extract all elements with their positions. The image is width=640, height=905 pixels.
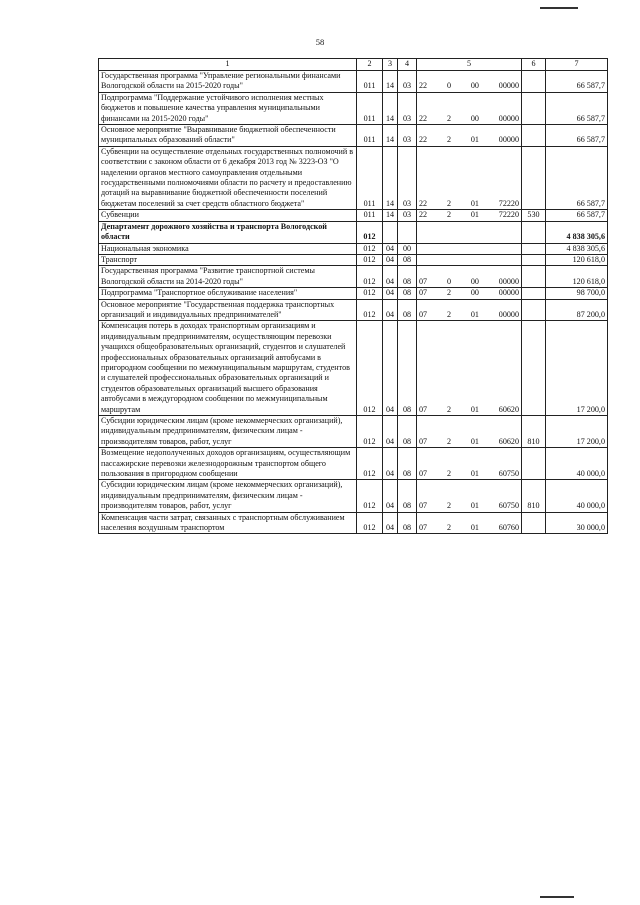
activity-code: 01 [470, 135, 479, 145]
subsection-code: 03 [398, 92, 417, 124]
section-code: 14 [383, 71, 398, 93]
column-header: 1 [99, 59, 357, 71]
expense-type-code [522, 266, 546, 288]
subprogram-code: 2 [446, 210, 451, 220]
column-header: 4 [398, 59, 417, 71]
program-code: 22 [419, 198, 428, 208]
amount: 66 587,7 [546, 210, 608, 221]
subprogram-code: 2 [446, 523, 451, 533]
activity-code: 01 [470, 198, 479, 208]
target-article-code [417, 254, 522, 265]
program-code: 22 [419, 135, 428, 145]
target-article-code [417, 210, 522, 221]
activity-code: 00 [470, 113, 479, 123]
subsection-code: 03 [398, 125, 417, 147]
amount: 17 200,0 [546, 321, 608, 416]
table-row [99, 416, 608, 448]
section-code: 04 [383, 416, 398, 448]
amount: 66 587,7 [546, 146, 608, 209]
activity-code: 01 [470, 309, 479, 319]
expense-type-code [522, 321, 546, 416]
table-row [99, 254, 608, 265]
row-name: Государственная программа "Управление региональными финансами Вологодской области на 2015-2020 годы" [99, 71, 357, 93]
table-row [99, 243, 608, 254]
direction-code: 60750 [498, 469, 519, 479]
expense-type-code: 810 [522, 416, 546, 448]
amount: 4 838 305,6 [546, 243, 608, 254]
program-code: 07 [419, 469, 428, 479]
subsection-code: 08 [398, 480, 417, 512]
target-article-code [417, 125, 522, 147]
row-name: Подпрограмма "Поддержание устойчивого исполнения местных бюджетов и повышение качества управления муниципальными финансами на 2015-2020 годы" [99, 92, 357, 124]
table-row [99, 125, 608, 147]
subsection-code: 08 [398, 416, 417, 448]
ministry-code: 012 [357, 448, 383, 480]
subsection-code: 00 [398, 243, 417, 254]
amount: 40 000,0 [546, 480, 608, 512]
subprogram-code: 2 [446, 288, 451, 298]
table-row [99, 266, 608, 288]
table-row [99, 299, 608, 321]
subsection-code: 08 [398, 254, 417, 265]
subsection-code: 08 [398, 288, 417, 299]
column-header: 7 [546, 59, 608, 71]
direction-code: 72220 [498, 210, 519, 220]
ministry-code: 012 [357, 480, 383, 512]
section-code: 04 [383, 321, 398, 416]
section-code [383, 221, 398, 243]
row-name: Возмещение недополученных доходов организациям, осуществляющим пассажирские перевозки железнодорожным транспортом общего пользования в пригородном сообщении [99, 448, 357, 480]
subprogram-code: 2 [446, 501, 451, 511]
amount: 40 000,0 [546, 448, 608, 480]
expense-type-code [522, 146, 546, 209]
activity-code: 01 [470, 210, 479, 220]
target-article-code [417, 448, 522, 480]
expense-type-code [522, 512, 546, 534]
row-name: Национальная экономика [99, 243, 357, 254]
expense-type-code: 530 [522, 210, 546, 221]
direction-code: 00000 [498, 309, 519, 319]
target-article-code [417, 288, 522, 299]
row-name: Компенсация части затрат, связанных с транспортным обслуживанием населения воздушным транспортом [99, 512, 357, 534]
bottom-rule [540, 896, 574, 898]
target-article-code [417, 221, 522, 243]
column-header: 5 [417, 59, 522, 71]
budget-table [98, 58, 608, 534]
header-row [99, 59, 608, 71]
top-rule [540, 7, 578, 9]
expense-type-code [522, 254, 546, 265]
ministry-code: 011 [357, 92, 383, 124]
target-article-code [417, 480, 522, 512]
section-code: 14 [383, 146, 398, 209]
amount: 30 000,0 [546, 512, 608, 534]
ministry-code: 012 [357, 512, 383, 534]
table-row [99, 92, 608, 124]
activity-code: 00 [470, 288, 479, 298]
expense-type-code [522, 299, 546, 321]
activity-code: 01 [470, 404, 479, 414]
row-name: Субвенции на осуществление отдельных государственных полномочий в соответствии с законом области от 6 декабря 2013 год № 3223-ОЗ "О наделении органов местного самоуправления отдельными государственными полномочиями области по расчету и предоставлению дотаций на выравнивание бюджетной обеспеченности поселений бюджетам поселений за счет средств областного бюджета" [99, 146, 357, 209]
row-name: Субвенции [99, 210, 357, 221]
subprogram-code: 2 [446, 404, 451, 414]
expense-type-code: 810 [522, 480, 546, 512]
table-row [99, 210, 608, 221]
subsection-code: 08 [398, 266, 417, 288]
subsection-code: 08 [398, 512, 417, 534]
ministry-code: 011 [357, 71, 383, 93]
activity-code: 00 [470, 81, 479, 91]
subprogram-code: 0 [446, 276, 451, 286]
section-code: 04 [383, 480, 398, 512]
amount: 120 618,0 [546, 266, 608, 288]
subsection-code: 03 [398, 210, 417, 221]
section-code: 04 [383, 299, 398, 321]
section-code: 04 [383, 266, 398, 288]
amount: 87 200,0 [546, 299, 608, 321]
subsection-code: 03 [398, 71, 417, 93]
column-header: 2 [357, 59, 383, 71]
direction-code: 60620 [498, 404, 519, 414]
amount: 66 587,7 [546, 92, 608, 124]
target-article-code [417, 146, 522, 209]
subsection-code: 08 [398, 299, 417, 321]
column-header: 6 [522, 59, 546, 71]
subsection-code: 08 [398, 321, 417, 416]
ministry-code: 012 [357, 321, 383, 416]
row-name: Основное мероприятие "Выравнивание бюджетной обеспеченности муниципальных образований области" [99, 125, 357, 147]
column-header: 3 [383, 59, 398, 71]
ministry-code: 012 [357, 266, 383, 288]
ministry-code: 012 [357, 254, 383, 265]
expense-type-code [522, 221, 546, 243]
activity-code: 01 [470, 501, 479, 511]
target-article-code [417, 416, 522, 448]
table-row [99, 512, 608, 534]
row-name: Департамент дорожного хозяйства и транспорта Вологодской области [99, 221, 357, 243]
direction-code: 00000 [498, 276, 519, 286]
target-article-code [417, 71, 522, 93]
subsection-code: 08 [398, 448, 417, 480]
row-name: Компенсация потерь в доходах транспортным организациям и индивидуальным предпринимателям, осуществляющим перевозки учащихся общеобразовательных организаций, студентов и слушателей профессиональных образовательных организаций автобусами в пригородном сообщении по межмуниципальным маршрутам, студентов и слушателей профессиональных образовательных организаций и студентов образовательных организаций высшего образования автобусами в междугородном сообщении по межмуниципальным маршрутам [99, 321, 357, 416]
expense-type-code [522, 448, 546, 480]
ministry-code: 011 [357, 125, 383, 147]
section-code: 04 [383, 448, 398, 480]
direction-code: 60760 [498, 523, 519, 533]
direction-code: 00000 [498, 113, 519, 123]
program-code: 22 [419, 113, 428, 123]
target-article-code [417, 243, 522, 254]
amount: 4 838 305,6 [546, 221, 608, 243]
direction-code: 72220 [498, 198, 519, 208]
subprogram-code: 2 [446, 113, 451, 123]
target-article-code [417, 321, 522, 416]
section-code: 14 [383, 210, 398, 221]
subprogram-code: 2 [446, 135, 451, 145]
direction-code: 00000 [498, 288, 519, 298]
target-article-code [417, 92, 522, 124]
ministry-code: 012 [357, 243, 383, 254]
program-code: 07 [419, 276, 428, 286]
program-code: 22 [419, 210, 428, 220]
table-row [99, 480, 608, 512]
subprogram-code: 2 [446, 309, 451, 319]
amount: 98 700,0 [546, 288, 608, 299]
section-code: 14 [383, 92, 398, 124]
expense-type-code [522, 71, 546, 93]
amount: 120 618,0 [546, 254, 608, 265]
section-code: 04 [383, 254, 398, 265]
ministry-code: 011 [357, 210, 383, 221]
row-name: Субсидии юридическим лицам (кроме некоммерческих организаций), индивидуальным предпринимателям, физическим лицам - производителям товаров, работ, услуг [99, 416, 357, 448]
ministry-code: 012 [357, 299, 383, 321]
expense-type-code [522, 288, 546, 299]
activity-code: 00 [470, 276, 479, 286]
ministry-code: 012 [357, 416, 383, 448]
amount: 66 587,7 [546, 125, 608, 147]
table-row [99, 221, 608, 243]
row-name: Государственная программа "Развитие транспортной системы Вологодской области на 2014-2020 годы" [99, 266, 357, 288]
table-row [99, 448, 608, 480]
section-code: 04 [383, 288, 398, 299]
expense-type-code [522, 125, 546, 147]
direction-code: 00000 [498, 135, 519, 145]
table-row [99, 321, 608, 416]
program-code: 22 [419, 81, 428, 91]
expense-type-code [522, 92, 546, 124]
amount: 17 200,0 [546, 416, 608, 448]
section-code: 14 [383, 125, 398, 147]
subsection-code [398, 221, 417, 243]
ministry-code: 012 [357, 288, 383, 299]
subprogram-code: 2 [446, 469, 451, 479]
activity-code: 01 [470, 436, 479, 446]
program-code: 07 [419, 501, 428, 511]
direction-code: 60750 [498, 501, 519, 511]
row-name: Основное мероприятие "Государственная поддержка транспортных организаций и индивидуальных предпринимателей" [99, 299, 357, 321]
table-row [99, 71, 608, 93]
program-code: 07 [419, 436, 428, 446]
target-article-code [417, 299, 522, 321]
target-article-code [417, 266, 522, 288]
program-code: 07 [419, 309, 428, 319]
direction-code: 60620 [498, 436, 519, 446]
page-number: 58 [315, 37, 325, 47]
section-code: 04 [383, 243, 398, 254]
section-code: 04 [383, 512, 398, 534]
ministry-code: 011 [357, 146, 383, 209]
activity-code: 01 [470, 523, 479, 533]
subprogram-code: 2 [446, 198, 451, 208]
amount: 66 587,7 [546, 71, 608, 93]
row-name: Субсидии юридическим лицам (кроме некоммерческих организаций), индивидуальным предпринимателям, физическим лицам - производителям товаров, работ, услуг [99, 480, 357, 512]
direction-code: 00000 [498, 81, 519, 91]
row-name: Транспорт [99, 254, 357, 265]
table-body [99, 71, 608, 534]
ministry-code: 012 [357, 221, 383, 243]
activity-code: 01 [470, 469, 479, 479]
target-article-code [417, 512, 522, 534]
subprogram-code: 2 [446, 436, 451, 446]
table-row [99, 288, 608, 299]
program-code: 07 [419, 288, 428, 298]
table-row [99, 146, 608, 209]
subsection-code: 03 [398, 146, 417, 209]
subprogram-code: 0 [446, 81, 451, 91]
program-code: 07 [419, 523, 428, 533]
expense-type-code [522, 243, 546, 254]
program-code: 07 [419, 404, 428, 414]
row-name: Подпрограмма "Транспортное обслуживание населения" [99, 288, 357, 299]
